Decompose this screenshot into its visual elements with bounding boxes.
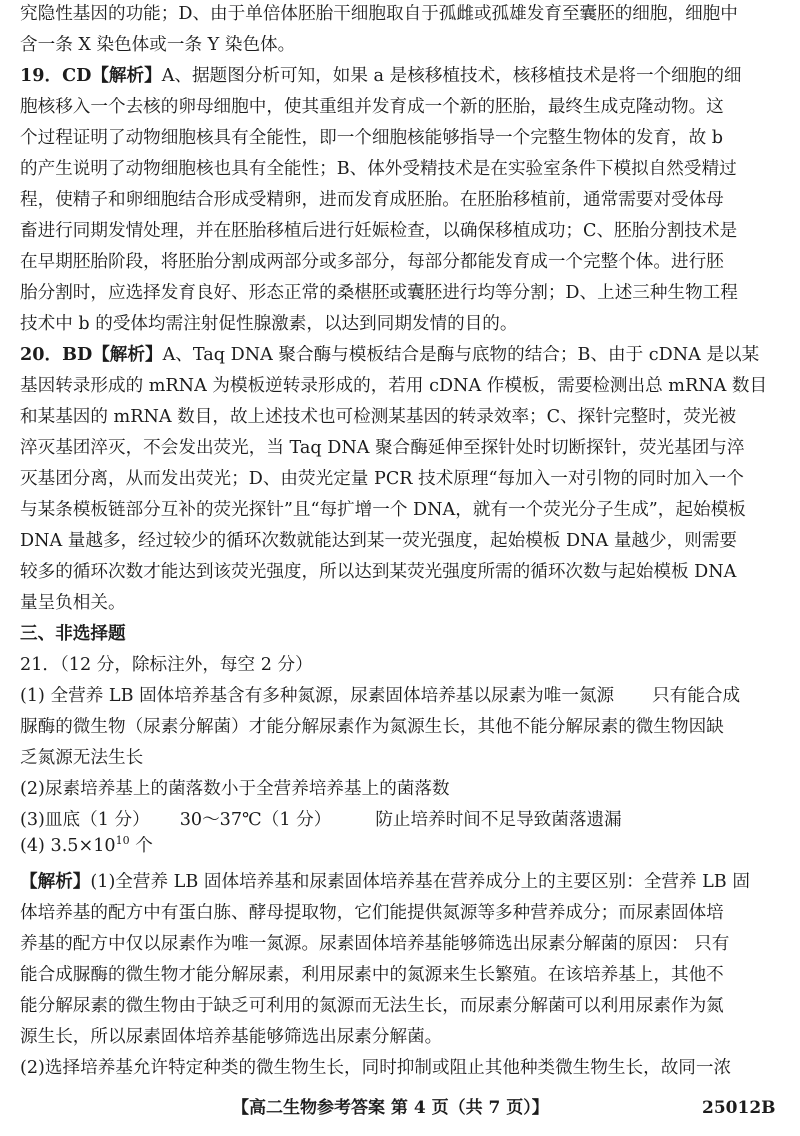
answer-21-3-line <box>20 808 622 832</box>
text-line-11: 技术中 b 的受体均需注射促性腺激素，以达到同期发情的目的。 <box>20 314 518 334</box>
text-line-8: 畜进行同期发情处理，并在胚胎移植后进行妊娠检查，以确保移植成功；C、胚胎分割技术是 <box>20 221 738 241</box>
section-heading: 三、非选择题 <box>20 623 126 644</box>
answer-21-4-line <box>20 834 153 858</box>
text-line-30: 体培养基的配方中有蛋白胨、酵母提取物，它们能提供氮源等多种营养成分；而尿素固体培 <box>20 903 724 923</box>
question-19-text: A、据题图分析可知，如果 a 是核移植技术，核移植技术是将一个细胞的细 <box>161 66 742 86</box>
text-line-6: 的产生说明了动物细胞核也具有全能性；B、体外受精技术是在实验室条件下模拟自然受精过 <box>20 159 737 179</box>
answer-21-1-line <box>20 684 740 708</box>
question-20-line <box>20 343 759 367</box>
text-line-5: 个过程证明了动物细胞核具有全能性，即一个细胞核能够指导一个完整生物体的发育，故 b <box>20 128 724 148</box>
text-line-4: 胞核移入一个去核的卵母细胞中，使其重组并发育成一个新的胚胎，最终生成克隆动物。这 <box>20 97 724 117</box>
text-line-17: 与某条模板链部分互补的荧光探针”且“每扩增一个 DNA，就有一个荧光分子生成”，起始模板 <box>20 500 746 520</box>
text-line-10: 胎分割时，应选择发育良好、形态正常的桑椹胚或囊胚进行均等分割；D、上述三种生物工程 <box>20 283 738 303</box>
question-20-label: 20．BD【解析】 <box>20 344 163 365</box>
text-line-34: 源生长，所以尿素固体培养基能够筛选出尿素分解菌。 <box>20 1027 443 1047</box>
text-line-14: 和某基因的 mRNA 数目，故上述技术也可检测某基因的转录效率；C、探针完整时，荧光被 <box>20 407 737 427</box>
answer-21-2: (2)尿素培养基上的菌落数小于全营养培养基上的菌落数 <box>20 779 450 799</box>
answer-21-4-mantissa: (4) 3.5×10 <box>20 836 116 856</box>
text-line-33: 能分解尿素的微生物由于缺乏可利用的氮源而无法生长，而尿素分解菌可以利用尿素作为氮 <box>20 996 724 1016</box>
answer-21-1-text-b: 只有能合成 <box>652 686 741 706</box>
document-code: 25012B <box>702 1098 776 1118</box>
text-line-19: 较多的循环次数才能达到该荧光强度，所以达到某荧光强度所需的循环次数与起始模板 DNA <box>20 562 737 582</box>
answer-21-3-a: (3)皿底（1 分） <box>20 810 150 830</box>
analysis-label: 【解析】 <box>20 871 91 892</box>
answer-21-3-c: 防止培养时间不足导致菌落遗漏 <box>375 810 622 830</box>
answer-21-1-text: (1) 全营养 LB 固体培养基含有多种氮源，尿素固体培养基以尿素为唯一氮源 <box>20 686 615 706</box>
text-line-9: 在早期胚胎阶段，将胚胎分割成两部分或多部分，每部分都能发育成一个完整个体。进行胚 <box>20 252 724 272</box>
question-20-text: A、Taq DNA 聚合酶与模板结合是酶与底物的结合；B、由于 cDNA 是以某 <box>162 345 760 365</box>
text-line-20: 量呈负相关。 <box>20 593 126 613</box>
text-line-25: 乏氮源无法生长 <box>20 748 144 768</box>
page-footer: 【高二生物参考答案 第 4 页（共 7 页）】 <box>232 1098 549 1118</box>
answer-21-3-b: 30～37℃（1 分） <box>179 810 332 830</box>
text-line-16: 灭基团分离，从而发出荧光；D、由荧光定量 PCR 技术原理“每加入一对引物的同时加入一个 <box>20 469 744 489</box>
text-line-2: 含一条 X 染色体或一条 Y 染色体。 <box>20 35 296 55</box>
text-line-24: 脲酶的微生物（尿素分解菌）才能分解尿素作为氮源生长，其他不能分解尿素的微生物因缺 <box>20 717 724 737</box>
text-line-15: 淬灭基团淬灭，不会发出荧光，当 Taq DNA 聚合酶延伸至探针处时切断探针，荧光基团与淬 <box>20 438 745 458</box>
answer-21-4-exponent: 10 <box>115 834 130 848</box>
text-line-35: (2)选择培养基允许特定种类的微生物生长，同时抑制或阻止其他种类微生物生长，故同一浓 <box>20 1058 732 1078</box>
question-19-label: 19．CD【解析】 <box>20 65 162 86</box>
answer-21-4-unit: 个 <box>129 836 153 856</box>
text-line-32: 能合成脲酶的微生物才能分解尿素，利用尿素中的氮源来生长繁殖。在该培养基上，其他不 <box>20 965 724 985</box>
text-line-18: DNA 量越多，经过较少的循环次数就能达到某一荧光强度，起始模板 DNA 量越少，则需要 <box>20 531 737 551</box>
analysis-text: (1)全营养 LB 固体培养基和尿素固体培养基在营养成分上的主要区别：全营养 LB 固 <box>90 872 750 892</box>
text-line-31: 养基的配方中仅以尿素作为唯一氮源。尿素固体培养基能够筛选出尿素分解菌的原因： 只有 <box>20 934 730 954</box>
question-21-header: 21．（12 分，除标注外，每空 2 分） <box>20 655 313 675</box>
analysis-line <box>20 870 750 894</box>
text-line-1: 究隐性基因的功能；D、由于单倍体胚胎干细胞取自于孤雌或孤雄发育至囊胚的细胞，细胞中 <box>20 4 738 24</box>
text-line-7: 程，使精子和卵细胞结合形成受精卵，进而发育成胚胎。在胚胎移植前，通常需要对受体母 <box>20 190 724 210</box>
question-19-line <box>20 64 742 88</box>
text-line-13: 基因转录形成的 mRNA 为模板逆转录形成的，若用 cDNA 作模板，需要检测出总 mRNA 数目 <box>20 376 768 396</box>
